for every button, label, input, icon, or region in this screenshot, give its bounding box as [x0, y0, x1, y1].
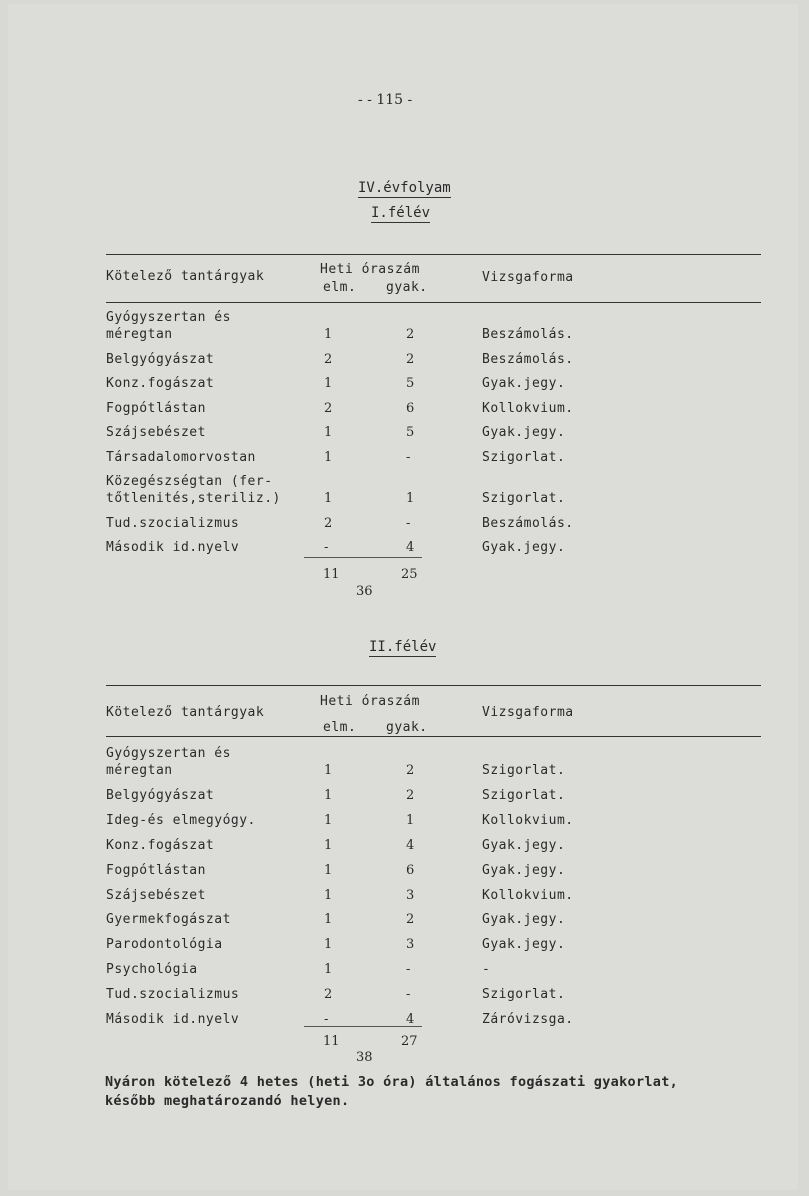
row-gyak: 2 — [406, 912, 415, 928]
row-subject: Konz.fogászat — [106, 837, 215, 853]
table-top-rule — [106, 685, 761, 686]
row-elm: 1 — [324, 327, 333, 342]
footnote-line2: később meghatározandó helyen. — [105, 1093, 350, 1109]
header-hours: Heti óraszám — [320, 262, 420, 277]
row-elm: 2 — [324, 351, 333, 367]
row-subject: Psychológia — [106, 962, 198, 978]
row-subject: Társadalomorvostan — [106, 449, 256, 465]
row-elm: 1 — [324, 887, 333, 903]
header-elm: elm. — [323, 280, 357, 295]
row-subject: Parodontológia — [106, 937, 223, 953]
row-subject: Szájsebészet — [106, 425, 206, 440]
row-exam: Szigorlat. — [482, 763, 566, 778]
page-number: - - 115 - — [358, 92, 413, 108]
header-gyak: gyak. — [386, 280, 428, 295]
total-hours: 38 — [356, 1050, 373, 1065]
row-elm: 2 — [324, 515, 333, 531]
row-elm: 1 — [324, 912, 333, 928]
row-gyak: 2 — [406, 787, 415, 803]
header-bottom-rule — [106, 302, 761, 303]
header-elm: elm. — [323, 720, 357, 735]
row-gyak: - — [406, 987, 411, 1003]
row-exam: - — [482, 962, 491, 978]
row-gyak: 2 — [406, 763, 415, 778]
semester2-title: II.félév — [369, 639, 437, 655]
row-subject-cont: méregtan — [106, 327, 173, 342]
row-elm: 1 — [324, 962, 333, 978]
row-elm: 1 — [324, 449, 333, 465]
row-subject: Gyógyszertan és — [106, 746, 231, 761]
row-exam: Szigorlat. — [482, 449, 566, 465]
row-subject-cont: tőtlenités,steriliz.) — [106, 491, 281, 506]
header-subject: Kötelező tantárgyak — [106, 705, 265, 720]
row-gyak: 3 — [406, 887, 415, 903]
row-subject: Konz.fogászat — [106, 376, 215, 391]
row-subject-cont: méregtan — [106, 763, 173, 778]
row-elm: 1 — [324, 937, 333, 953]
row-exam: Gyak.jegy. — [482, 862, 566, 878]
row-gyak: 6 — [406, 400, 415, 416]
row-subject: Ideg-és elmegyógy. — [106, 812, 256, 828]
total-hours: 36 — [356, 584, 373, 599]
row-elm: 1 — [324, 787, 333, 803]
row-exam: Gyak.jegy. — [482, 540, 566, 555]
row-exam: Szigorlat. — [482, 787, 566, 803]
header-bottom-rule — [106, 736, 761, 737]
row-exam: Beszámolás. — [482, 351, 574, 367]
row-elm: 1 — [324, 837, 333, 853]
row-subject: Tud.szocializmus — [106, 515, 240, 531]
row-exam: Kollokvium. — [482, 400, 574, 416]
row-subject: Belgyógyászat — [106, 351, 215, 367]
sum-gyak: 27 — [401, 1034, 418, 1049]
header-hours: Heti óraszám — [320, 694, 420, 709]
row-exam: Gyak.jegy. — [482, 425, 566, 440]
header-gyak: gyak. — [386, 720, 428, 735]
row-exam: Gyak.jegy. — [482, 937, 566, 953]
row-gyak: 4 — [406, 540, 415, 555]
row-subject: Fogpótlástan — [106, 862, 206, 878]
header-exam: Vizsgaforma — [482, 270, 574, 285]
row-exam: Gyak.jegy. — [482, 912, 566, 928]
row-elm: 1 — [324, 763, 333, 778]
row-elm: 1 — [324, 376, 333, 391]
sum-gyak: 25 — [401, 567, 418, 582]
row-exam: Záróvizsga. — [482, 1012, 574, 1027]
row-gyak: 5 — [406, 425, 415, 440]
row-elm: 2 — [324, 987, 333, 1003]
row-exam: Szigorlat. — [482, 987, 566, 1003]
row-elm: 1 — [324, 812, 333, 828]
row-gyak: - — [406, 449, 411, 465]
row-gyak: 2 — [406, 351, 415, 367]
row-elm: 2 — [324, 400, 333, 416]
header-subject: Kötelező tantárgyak — [106, 269, 265, 284]
row-subject: Tud.szocializmus — [106, 987, 240, 1003]
row-elm: 1 — [324, 862, 333, 878]
row-exam: Beszámolás. — [482, 327, 574, 342]
row-elm: 1 — [324, 425, 333, 440]
year-title: IV.évfolyam — [358, 180, 451, 196]
row-subject: Gyermekfogászat — [106, 912, 231, 928]
row-subject: Fogpótlástan — [106, 400, 206, 416]
row-gyak: - — [406, 515, 411, 531]
row-exam: Kollokvium. — [482, 887, 574, 903]
sum-elm: 11 — [323, 1034, 340, 1049]
document-page — [8, 4, 798, 1190]
row-gyak: 4 — [406, 837, 415, 853]
row-gyak: 2 — [406, 327, 415, 342]
row-gyak: 6 — [406, 862, 415, 878]
row-elm: - — [324, 1012, 329, 1027]
row-exam: Beszámolás. — [482, 515, 574, 531]
header-exam: Vizsgaforma — [482, 705, 574, 720]
row-gyak: - — [406, 962, 411, 978]
row-gyak: 3 — [406, 937, 415, 953]
row-subject: Szájsebészet — [106, 887, 206, 903]
sum-elm: 11 — [323, 567, 340, 582]
row-exam: Gyak.jegy. — [482, 376, 566, 391]
row-subject: Második id.nyelv — [106, 1012, 240, 1027]
row-subject: Második id.nyelv — [106, 540, 240, 555]
row-gyak: 1 — [406, 491, 415, 506]
row-exam: Gyak.jegy. — [482, 837, 566, 853]
row-subject: Gyógyszertan és — [106, 310, 231, 325]
row-subject: Közegészségtan (fer- — [106, 474, 273, 489]
row-exam: Szigorlat. — [482, 491, 566, 506]
sum-rule — [304, 557, 422, 558]
footnote-line1: Nyáron kötelező 4 hetes (heti 3o óra) általános fogászati gyakorlat, — [105, 1074, 679, 1090]
row-subject: Belgyógyászat — [106, 787, 215, 803]
row-elm: - — [324, 540, 329, 555]
row-exam: Kollokvium. — [482, 812, 574, 828]
table-top-rule — [106, 254, 761, 255]
semester1-title: I.félév — [371, 205, 431, 221]
sum-rule — [304, 1026, 422, 1027]
row-gyak: 5 — [406, 376, 415, 391]
row-gyak: 4 — [406, 1012, 415, 1027]
row-elm: 1 — [324, 491, 333, 506]
row-gyak: 1 — [406, 812, 415, 828]
